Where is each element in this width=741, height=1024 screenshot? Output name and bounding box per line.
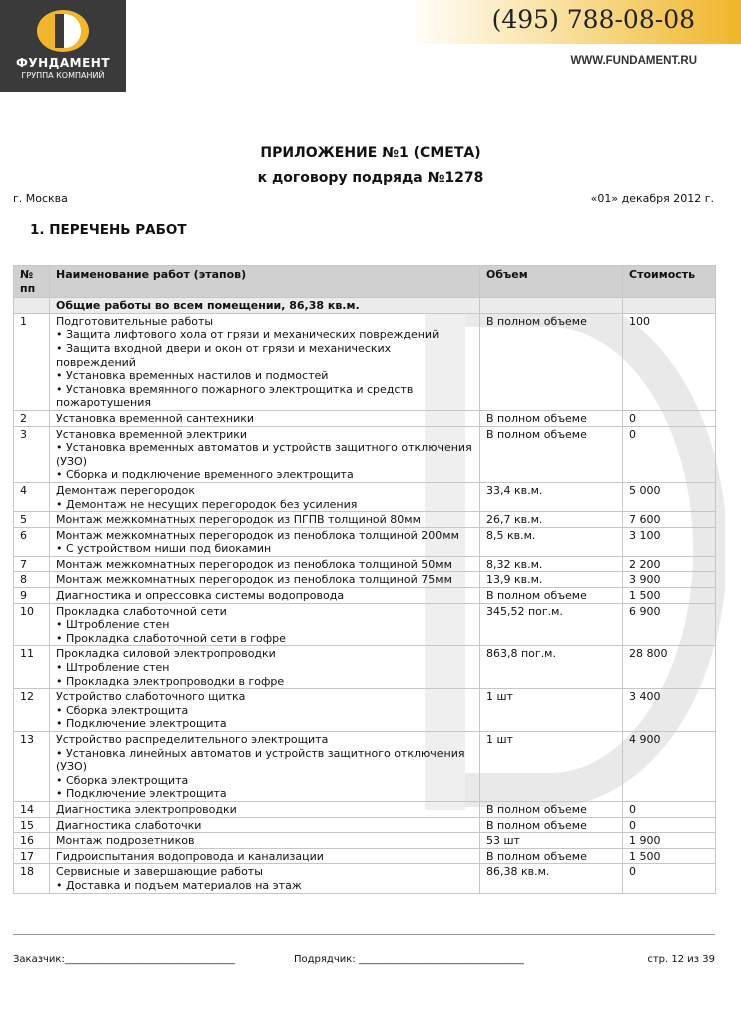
work-cost: 3 100: [623, 527, 716, 556]
work-cost: 1 500: [623, 588, 716, 604]
work-volume: 53 шт: [480, 833, 623, 849]
table-row: [14, 801, 716, 817]
logo-subtitle: ГРУППА КОМПАНИЙ: [21, 71, 105, 80]
work-volume: В полном объеме: [480, 801, 623, 817]
work-name: Установка временной сантехники: [50, 410, 480, 426]
row-number: 7: [14, 556, 50, 572]
work-name: Устройство слаботочного щитка • Сборка электрощита • Подключение электрощита: [50, 689, 480, 732]
work-name: Монтаж межкомнатных перегородок из пеноблока толщиной 75мм: [50, 572, 480, 588]
work-volume: В полном объеме: [480, 817, 623, 833]
row-number: 13: [14, 732, 50, 802]
work-volume: 1 шт: [480, 689, 623, 732]
city: г. Москва: [13, 192, 68, 205]
work-cost: 3 400: [623, 689, 716, 732]
work-cost: 0: [623, 426, 716, 482]
work-volume: 8,5 кв.м.: [480, 527, 623, 556]
section-heading: 1. ПЕРЕЧЕНЬ РАБОТ: [30, 222, 187, 238]
row-number: 5: [14, 512, 50, 528]
table-row: [14, 556, 716, 572]
page-number: стр. 12 из 39: [647, 954, 715, 965]
table-row: [14, 410, 716, 426]
row-number: 1: [14, 313, 50, 410]
row-number: 9: [14, 588, 50, 604]
work-name: Монтаж подрозетников: [50, 833, 480, 849]
header-volume: Объем: [480, 266, 623, 298]
work-name: Диагностика слаботочки: [50, 817, 480, 833]
row-number: 8: [14, 572, 50, 588]
work-cost: 1 500: [623, 848, 716, 864]
estimate-table: [13, 265, 716, 894]
phone-number: (495) 788-08-08: [491, 5, 695, 34]
work-name: Монтаж межкомнатных перегородок из пеноблока толщиной 50мм: [50, 556, 480, 572]
row-number: 16: [14, 833, 50, 849]
table-row: [14, 313, 716, 410]
work-cost: 100: [623, 313, 716, 410]
work-cost: 28 800: [623, 646, 716, 689]
work-cost: 4 900: [623, 732, 716, 802]
row-number: 11: [14, 646, 50, 689]
work-cost: 1 900: [623, 833, 716, 849]
row-number: 10: [14, 603, 50, 646]
work-name: Диагностика и опрессовка системы водопровода: [50, 588, 480, 604]
row-number: 17: [14, 848, 50, 864]
table-row: [14, 482, 716, 511]
work-volume: 1 шт: [480, 732, 623, 802]
website-url: WWW.FUNDAMENT.RU: [570, 55, 697, 67]
company-logo: [0, 0, 126, 92]
work-volume: В полном объеме: [480, 410, 623, 426]
work-name: Сервисные и завершающие работы • Доставка и подъем материалов на этаж: [50, 864, 480, 893]
customer-signature-line: Заказчик:__________________________________: [13, 954, 235, 965]
work-name: Диагностика электропроводки: [50, 801, 480, 817]
row-number: 12: [14, 689, 50, 732]
header-cost: Стоимость: [623, 266, 716, 298]
logo-name: ФУНДАМЕНТ: [15, 56, 111, 70]
table-header-row: [14, 266, 716, 298]
work-name: Прокладка слаботочной сети • Штробление стен • Прокладка слаботочной сети в гофре: [50, 603, 480, 646]
work-volume: 345,52 пог.м.: [480, 603, 623, 646]
work-volume: 13,9 кв.м.: [480, 572, 623, 588]
row-number: 15: [14, 817, 50, 833]
table-row: [14, 833, 716, 849]
work-volume: В полном объеме: [480, 426, 623, 482]
table-row: [14, 817, 716, 833]
work-cost: 0: [623, 801, 716, 817]
group-row: [14, 298, 716, 314]
work-name: Прокладка силовой электропроводки • Штробление стен • Прокладка электропроводки в гофре: [50, 646, 480, 689]
work-cost: 5 000: [623, 482, 716, 511]
work-volume: 8,32 кв.м.: [480, 556, 623, 572]
header-number: № пп: [14, 266, 50, 298]
table-row: [14, 732, 716, 802]
logo-emblem-icon: [35, 8, 91, 54]
work-name: Гидроиспытания водопровода и канализации: [50, 848, 480, 864]
work-name: Монтаж межкомнатных перегородок из ПГПВ толщиной 80мм: [50, 512, 480, 528]
document-title: ПРИЛОЖЕНИЕ №1 (СМЕТА): [260, 145, 481, 161]
work-volume: 26,7 кв.м.: [480, 512, 623, 528]
work-name: Подготовительные работы • Защита лифтового хола от грязи и механических повреждений • Защита входной двери и окон от грязи и механических повреждений • Установка временных настилов и подмостей • Установка времянного пожарного электрощитка и средств пожаротушения: [50, 313, 480, 410]
table-row: [14, 426, 716, 482]
group-label: Общие работы во всем помещении, 86,38 кв.м.: [50, 298, 480, 314]
work-cost: 0: [623, 817, 716, 833]
work-name: Демонтаж перегородок • Демонтаж не несущих перегородок без усиления: [50, 482, 480, 511]
work-name: Установка временной электрики • Установка временных автоматов и устройств защитного отключения (УЗО) • Сборка и подключение временного электрощита: [50, 426, 480, 482]
work-cost: 7 600: [623, 512, 716, 528]
work-volume: 33,4 кв.м.: [480, 482, 623, 511]
table-row: [14, 603, 716, 646]
table-row: [14, 848, 716, 864]
work-volume: В полном объеме: [480, 313, 623, 410]
footer-divider: [13, 934, 715, 935]
table-row: [14, 689, 716, 732]
table-row: [14, 646, 716, 689]
row-number: 6: [14, 527, 50, 556]
document-subtitle: к договору подряда №1278: [257, 170, 484, 186]
work-volume: 86,38 кв.м.: [480, 864, 623, 893]
work-name: Монтаж межкомнатных перегородок из пеноблока толщиной 200мм • С устройством ниши под биокамин: [50, 527, 480, 556]
table-row: [14, 864, 716, 893]
document-date: «01» декабря 2012 г.: [590, 192, 714, 205]
contractor-signature-line: Подрядчик: _________________________________: [294, 954, 524, 965]
row-number: 2: [14, 410, 50, 426]
table-row: [14, 512, 716, 528]
work-cost: 2 200: [623, 556, 716, 572]
work-volume: В полном объеме: [480, 588, 623, 604]
work-cost: 0: [623, 864, 716, 893]
table-row: [14, 588, 716, 604]
work-name: Устройство распределительного электрощита • Установка линейных автоматов и устройств защитного отключения (УЗО) • Сборка электрощита • Подключение электрощита: [50, 732, 480, 802]
table-row: [14, 527, 716, 556]
row-number: 3: [14, 426, 50, 482]
work-cost: 3 900: [623, 572, 716, 588]
work-volume: 863,8 пог.м.: [480, 646, 623, 689]
row-number: 14: [14, 801, 50, 817]
work-volume: В полном объеме: [480, 848, 623, 864]
row-number: 18: [14, 864, 50, 893]
row-number: 4: [14, 482, 50, 511]
work-cost: 0: [623, 410, 716, 426]
header-work-name: Наименование работ (этапов): [50, 266, 480, 298]
work-cost: 6 900: [623, 603, 716, 646]
table-row: [14, 572, 716, 588]
